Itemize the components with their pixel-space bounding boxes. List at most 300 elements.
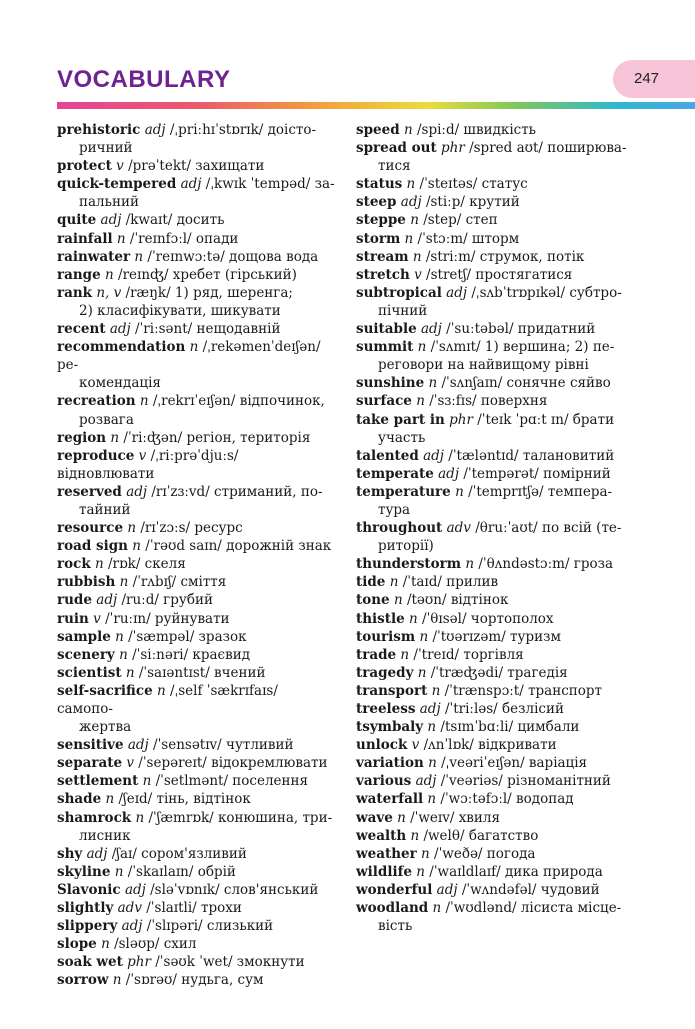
entry-line — [57, 935, 337, 953]
entry-part-of-speech: n — [397, 809, 406, 826]
entry-part-of-speech: adj — [446, 284, 468, 301]
vocabulary-entry — [57, 971, 337, 989]
vocabulary-entry — [356, 230, 630, 248]
entry-line — [57, 248, 337, 266]
entry-definition: /ˌrekəmenˈdeɪʃən/ ре- — [57, 339, 321, 374]
vocabulary-entry — [356, 700, 630, 718]
entry-word: rank — [57, 284, 93, 301]
entry-word: tsymbaly — [356, 719, 424, 736]
entry-definition: /ˈtræʤədi/ трагедія — [430, 664, 568, 681]
vocabulary-entry — [356, 628, 630, 646]
entry-definition: /ʃaɪ/ сором'язливий — [111, 845, 247, 862]
vocabulary-entry — [356, 139, 630, 175]
entry-line — [57, 284, 337, 302]
entry-definition: /ˈreɪnwɔːtə/ дощова вода — [147, 248, 319, 265]
entry-line — [57, 790, 337, 808]
entry-word: thistle — [356, 610, 405, 627]
entry-definition: /ˌveəriˈeɪʃən/ варіація — [441, 755, 588, 772]
entry-definition: /θruːˈaʊt/ по всій (те- — [475, 520, 622, 537]
entry-word: sensitive — [57, 737, 124, 754]
entry-part-of-speech: n — [105, 791, 115, 808]
entry-line — [356, 121, 630, 139]
entry-line — [356, 392, 630, 410]
vocabulary-entry — [356, 610, 630, 628]
entry-part-of-speech: n — [417, 339, 427, 356]
entry-word: rainfall — [57, 230, 113, 247]
entry-word: wealth — [356, 827, 407, 844]
entry-word: treeless — [356, 701, 416, 717]
entry-line — [356, 175, 630, 193]
entry-word: surface — [356, 393, 412, 410]
entry-part-of-speech: phr — [440, 140, 465, 157]
entry-definition-continued: вість — [378, 918, 413, 935]
entry-line — [356, 790, 630, 808]
entry-line — [57, 519, 337, 537]
vocabulary-entry — [57, 881, 337, 899]
entry-line — [356, 772, 630, 790]
entry-line — [356, 555, 630, 573]
entry-word: rubbish — [57, 574, 116, 591]
entry-line — [57, 157, 337, 175]
vocabulary-entry — [356, 754, 630, 772]
entry-definition: /rɒk/ скеля — [108, 556, 186, 573]
entry-definition: /reɪnʤ/ хребет (гірський) — [118, 266, 297, 283]
entry-word: storm — [356, 230, 401, 247]
entry-definition: /ˈwɔːtəfɔːl/ водопад — [440, 791, 574, 808]
entry-line — [356, 664, 630, 682]
vocabulary-entry — [356, 682, 630, 700]
vocabulary-entry — [356, 790, 630, 808]
entry-definition-continued: ричний — [79, 140, 133, 157]
vocabulary-entry — [356, 664, 630, 682]
entry-word: temperate — [356, 465, 434, 482]
entry-line — [57, 429, 337, 447]
entry-line — [356, 827, 630, 845]
entry-word: throughout — [356, 520, 443, 537]
entry-part-of-speech: n — [95, 556, 104, 573]
entry-word: range — [57, 266, 101, 283]
entry-line — [356, 266, 630, 284]
entry-part-of-speech: n — [400, 646, 410, 663]
vocabulary-entry — [57, 447, 337, 483]
entry-definition: /ruːd/ грубий — [121, 592, 213, 609]
entry-definition: /ˈtaɪd/ прилив — [402, 574, 499, 591]
entry-line — [356, 628, 630, 646]
entry-part-of-speech: n — [455, 483, 464, 500]
vocabulary-entry — [356, 338, 630, 374]
entry-line — [356, 211, 630, 229]
entry-definition-continued: лисник — [79, 827, 131, 844]
vocabulary-entry — [57, 320, 337, 338]
entry-definition: /ˈrəʊd saɪn/ дорожній знак — [145, 538, 332, 555]
entry-line — [57, 392, 337, 410]
entry-part-of-speech: n — [119, 646, 128, 663]
vocabulary-entry — [57, 266, 337, 284]
entry-definition-continued: тися — [378, 158, 411, 175]
entry-part-of-speech: n — [393, 592, 403, 609]
entry-part-of-speech: v — [116, 158, 124, 175]
vocabulary-entry — [356, 772, 630, 790]
entry-definition: /ˈruːɪn/ руйнувати — [105, 610, 230, 627]
entry-definition-continued: 2) класифікувати, шикувати — [79, 302, 281, 319]
entry-part-of-speech: n — [116, 230, 126, 247]
entry-definition: /ˌrekrɪˈeɪʃən/ відпочинок, — [152, 393, 325, 410]
entry-part-of-speech: adj — [124, 881, 146, 898]
vocabulary-entry — [356, 320, 630, 338]
entry-line — [57, 555, 337, 573]
entry-part-of-speech: adj — [415, 773, 437, 790]
entry-word: quite — [57, 212, 97, 229]
entry-word: status — [356, 176, 403, 193]
entry-part-of-speech: n — [417, 664, 427, 681]
entry-part-of-speech: v — [138, 447, 147, 464]
vocabulary-entry — [356, 827, 630, 845]
entry-word: thunderstorm — [356, 556, 462, 573]
entry-definition: /ˈveəriəs/ різноманітний — [440, 773, 611, 790]
vocabulary-entry — [57, 953, 337, 971]
entry-part-of-speech: n — [119, 574, 129, 591]
entry-word: shy — [57, 845, 83, 862]
entry-line — [356, 646, 630, 664]
entry-word: tone — [356, 592, 390, 609]
vocabulary-entry — [57, 573, 337, 591]
vocabulary-entry — [356, 736, 630, 754]
entry-definition: /ˈwʌndəfəl/ чудовий — [461, 881, 600, 898]
entry-part-of-speech: adj — [419, 701, 441, 717]
entry-definition-continued: пальний — [79, 194, 139, 211]
entry-line — [356, 447, 630, 465]
entry-definition: /ˈsensətɪv/ чутливий — [153, 737, 294, 754]
vocabulary-entry — [57, 646, 337, 664]
entry-part-of-speech: adj — [127, 737, 149, 754]
entry-word: shamrock — [57, 809, 132, 826]
vocabulary-entry — [57, 519, 337, 537]
vocabulary-entry — [356, 248, 630, 266]
rainbow-divider — [57, 102, 695, 109]
vocabulary-entry — [356, 211, 630, 229]
entry-word: reproduce — [57, 447, 135, 464]
page-number: 247 — [634, 70, 660, 87]
entry-word: transport — [356, 682, 428, 699]
entry-definition: /ˈskaɪlaɪn/ обрій — [127, 863, 236, 880]
vocabulary-entry — [57, 591, 337, 609]
entry-line — [356, 519, 630, 537]
entry-part-of-speech: adj — [420, 321, 442, 338]
entry-part-of-speech: n — [428, 755, 437, 772]
entry-definition: /stretʃ/ простягатися — [426, 266, 573, 283]
vocabulary-entry — [356, 881, 630, 899]
entry-definition: /ˈθɪsəl/ чортополох — [422, 610, 554, 627]
entry-line — [356, 139, 630, 157]
entry-word: rainwater — [57, 248, 131, 265]
entry-word: road sign — [57, 538, 128, 555]
page-number-tab — [613, 60, 695, 98]
entry-word: talented — [356, 447, 419, 464]
entry-definition-continued: тайний — [79, 501, 131, 518]
entry-part-of-speech: n — [427, 791, 437, 808]
vocabulary-entry — [356, 392, 630, 410]
vocabulary-entry — [356, 374, 630, 392]
vocabulary-entry — [57, 736, 337, 754]
entry-part-of-speech: adj — [423, 447, 444, 464]
entry-definition: /ˈsɜːfɪs/ поверхня — [429, 393, 548, 410]
entry-definition: /ˈwʊdlənd/ лісиста місце- — [445, 900, 622, 917]
entry-line — [57, 175, 337, 193]
entry-word: Slavonic — [57, 881, 121, 898]
entry-line — [57, 899, 337, 917]
entry-word: slightly — [57, 900, 114, 917]
entry-definition: /ˈreɪnfɔːl/ опади — [129, 230, 239, 247]
entry-definition: /ˈstɔːm/ шторм — [417, 230, 520, 247]
entry-line — [57, 211, 337, 229]
entry-word: tragedy — [356, 664, 414, 681]
entry-definition: /stiːp/ крутий — [425, 194, 520, 211]
vocabulary-entry — [356, 483, 630, 519]
vocabulary-entry — [57, 610, 337, 628]
entry-part-of-speech: adj — [180, 176, 202, 193]
vocabulary-entry — [57, 935, 337, 953]
entry-line — [356, 320, 630, 338]
entry-line — [57, 809, 337, 827]
vocabulary-entry — [57, 537, 337, 555]
entry-definition: /ʌnˈlɒk/ відкривати — [423, 737, 557, 754]
entry-line — [356, 591, 630, 609]
entry-part-of-speech: adj — [96, 592, 118, 609]
entry-part-of-speech: n — [114, 863, 124, 880]
entry-part-of-speech: n — [112, 972, 122, 989]
vocabulary-entry — [57, 284, 337, 320]
entry-definition: /ˈsʌnʃaɪn/ сонячне сяйво — [441, 375, 611, 392]
entry-line — [57, 682, 337, 718]
entry-definition: /ˈteɪk ˈpɑːt ɪn/ брати — [477, 411, 615, 428]
vocabulary-entry — [57, 899, 337, 917]
entry-line — [57, 917, 337, 935]
entry-line — [356, 718, 630, 736]
entry-word: self-sacrifice — [57, 682, 153, 699]
entry-definition: /ˈweðə/ погода — [434, 845, 536, 862]
entry-word: unlock — [356, 737, 408, 754]
entry-word: region — [57, 429, 107, 446]
entry-part-of-speech: n — [428, 375, 438, 392]
entry-definition: /ræŋk/ 1) ряд, шеренга; — [125, 284, 293, 301]
entry-definition: /spred aʊt/ поширюва- — [469, 140, 627, 157]
entry-line — [356, 863, 630, 881]
entry-word: prehistoric — [57, 122, 141, 138]
vocabulary-entry — [57, 211, 337, 229]
entry-part-of-speech: n — [125, 664, 135, 681]
entry-word: tourism — [356, 628, 416, 645]
entry-line — [57, 628, 337, 646]
vocabulary-entry — [57, 248, 337, 266]
entry-word: steppe — [356, 212, 406, 229]
entry-line — [356, 736, 630, 754]
entry-word: suitable — [356, 321, 417, 338]
entry-definition: /kwaɪt/ досить — [125, 212, 225, 229]
entry-definition: /spiːd/ швидкість — [416, 122, 537, 138]
entry-part-of-speech: n — [135, 809, 145, 826]
entry-line — [356, 483, 630, 501]
entry-word: woodland — [356, 900, 429, 917]
entry-line — [57, 230, 337, 248]
entry-line — [57, 736, 337, 754]
entry-word: wave — [356, 809, 393, 826]
vocabulary-entry — [356, 899, 630, 935]
entry-word: various — [356, 773, 412, 790]
entry-line — [57, 754, 337, 772]
entry-word: soak wet — [57, 954, 123, 971]
vocabulary-entry — [356, 447, 630, 465]
entry-part-of-speech: adj — [436, 881, 458, 898]
vocabulary-entry — [57, 429, 337, 447]
entry-part-of-speech: n — [404, 230, 414, 247]
entry-part-of-speech: v — [93, 610, 101, 627]
vocabulary-entry — [356, 284, 630, 320]
entry-word: wildlife — [356, 863, 412, 880]
entry-line — [57, 320, 337, 338]
vocabulary-entry — [57, 917, 337, 935]
vocabulary-entry — [356, 465, 630, 483]
entry-part-of-speech: n — [410, 212, 419, 229]
entry-definition: /ˈsiːnəri/ краєвид — [132, 646, 251, 663]
entry-line — [356, 338, 630, 356]
entry-definition: /rɪˈzɜːvd/ стриманий, по- — [151, 483, 323, 500]
entry-definition: /ˈrʌbɪʃ/ сміття — [132, 574, 227, 591]
entry-line — [356, 573, 630, 591]
entry-word: slope — [57, 936, 97, 953]
entry-part-of-speech: n — [427, 719, 437, 736]
vocabulary-entry — [57, 338, 337, 392]
entry-line — [57, 610, 337, 628]
entry-definition: /ˈsuːtəbəl/ придатний — [446, 321, 596, 338]
vocabulary-entry — [57, 863, 337, 881]
entry-definition: /ˈsteɪtəs/ статус — [419, 176, 528, 193]
entry-word: trade — [356, 646, 397, 663]
vocabulary-entry — [356, 175, 630, 193]
vocabulary-entry — [356, 519, 630, 555]
vocabulary-entry — [57, 845, 337, 863]
entry-part-of-speech: n, v — [96, 284, 122, 301]
entry-definition: /ˈsaɪəntɪst/ вчений — [138, 664, 266, 681]
vocabulary-entry — [57, 157, 337, 175]
entry-word: waterfall — [356, 791, 424, 808]
entry-word: sample — [57, 628, 111, 645]
entry-line — [57, 121, 337, 139]
entry-part-of-speech: n — [189, 339, 199, 356]
entry-definition-continued: тура — [378, 501, 411, 518]
entry-part-of-speech: n — [156, 682, 166, 699]
entry-definition: /sləʊp/ схил — [114, 936, 197, 953]
entry-part-of-speech: v — [126, 755, 134, 772]
page-title: VOCABULARY — [57, 66, 231, 93]
vocabulary-entry — [356, 863, 630, 881]
entry-part-of-speech: adj — [400, 194, 422, 211]
entry-part-of-speech: n — [431, 682, 441, 699]
entry-part-of-speech: n — [406, 176, 416, 193]
entry-definition: /ˈsetlmənt/ поселення — [155, 773, 309, 790]
entry-definition-continued: реговори на найвищому рівні — [378, 357, 589, 374]
entry-definition: /ˌpriːhɪˈstɒrɪk/ доісто- — [169, 122, 317, 138]
entry-line — [57, 881, 337, 899]
entry-word: variation — [356, 755, 424, 772]
entry-word: slippery — [57, 918, 118, 935]
entry-definition: /step/ степ — [423, 212, 498, 229]
vocabulary-column-left — [57, 121, 337, 990]
entry-part-of-speech: n — [409, 610, 418, 627]
entry-line — [57, 664, 337, 682]
entry-line — [57, 845, 337, 863]
vocabulary-entry — [57, 790, 337, 808]
entry-part-of-speech: n — [416, 863, 425, 880]
entry-part-of-speech: n — [419, 628, 429, 645]
entry-part-of-speech: adj — [438, 465, 460, 482]
entry-definition: /ˈslɪpəri/ слизький — [146, 918, 274, 935]
entry-line — [356, 465, 630, 483]
entry-line — [356, 230, 630, 248]
entry-definition: /ˈriːsənt/ нещодавній — [135, 321, 281, 338]
entry-definition-continued: жертва — [79, 719, 132, 736]
vocabulary-entry — [57, 809, 337, 845]
entry-part-of-speech: n — [101, 936, 110, 953]
entry-word: rude — [57, 592, 92, 609]
entry-line — [57, 483, 337, 501]
entry-word: settlement — [57, 773, 139, 790]
entry-line — [57, 863, 337, 881]
entry-part-of-speech: n — [421, 845, 430, 862]
vocabulary-entry — [57, 230, 337, 248]
entry-line — [356, 610, 630, 628]
entry-part-of-speech: n — [142, 773, 152, 790]
vocabulary-entry — [57, 772, 337, 790]
entry-part-of-speech: n — [412, 248, 422, 265]
entry-part-of-speech: adj — [100, 212, 122, 229]
entry-line — [356, 682, 630, 700]
entry-part-of-speech: n — [127, 520, 137, 537]
entry-word: reserved — [57, 483, 122, 500]
entry-part-of-speech: adj — [121, 918, 143, 935]
entry-definition-continued: комендація — [79, 375, 161, 392]
entry-part-of-speech: v — [414, 266, 422, 283]
vocabulary-entry — [57, 664, 337, 682]
entry-line — [57, 266, 337, 284]
vocabulary-entry — [356, 266, 630, 284]
vocabulary-entry — [57, 628, 337, 646]
entry-part-of-speech: adj — [126, 483, 148, 500]
entry-definition: /ˈweɪv/ хвиля — [410, 809, 501, 826]
vocabulary-entry — [57, 392, 337, 428]
entry-word: skyline — [57, 863, 111, 880]
entry-word: sorrow — [57, 972, 109, 989]
entry-part-of-speech: n — [110, 429, 120, 446]
entry-word: weather — [356, 845, 417, 862]
entry-definition: /ˈsəʊk ˈwet/ змокнути — [155, 954, 305, 971]
entry-definition: /ˈsepəreɪt/ відокремлювати — [138, 755, 328, 772]
entry-definition: /welθ/ багатство — [423, 827, 539, 844]
vocabulary-entry — [57, 555, 337, 573]
entry-part-of-speech: n — [416, 393, 425, 410]
entry-part-of-speech: n — [105, 266, 114, 283]
entry-word: sunshine — [356, 375, 425, 392]
entry-part-of-speech: adj — [109, 321, 131, 338]
vocabulary-entry — [57, 175, 337, 211]
entry-line — [356, 899, 630, 917]
vocabulary-entry — [356, 845, 630, 863]
entry-part-of-speech: adj — [86, 845, 108, 862]
entry-word: steep — [356, 194, 397, 211]
vocabulary-entry — [356, 809, 630, 827]
entry-word: recreation — [57, 393, 136, 410]
entry-line — [356, 845, 630, 863]
entry-line — [57, 573, 337, 591]
